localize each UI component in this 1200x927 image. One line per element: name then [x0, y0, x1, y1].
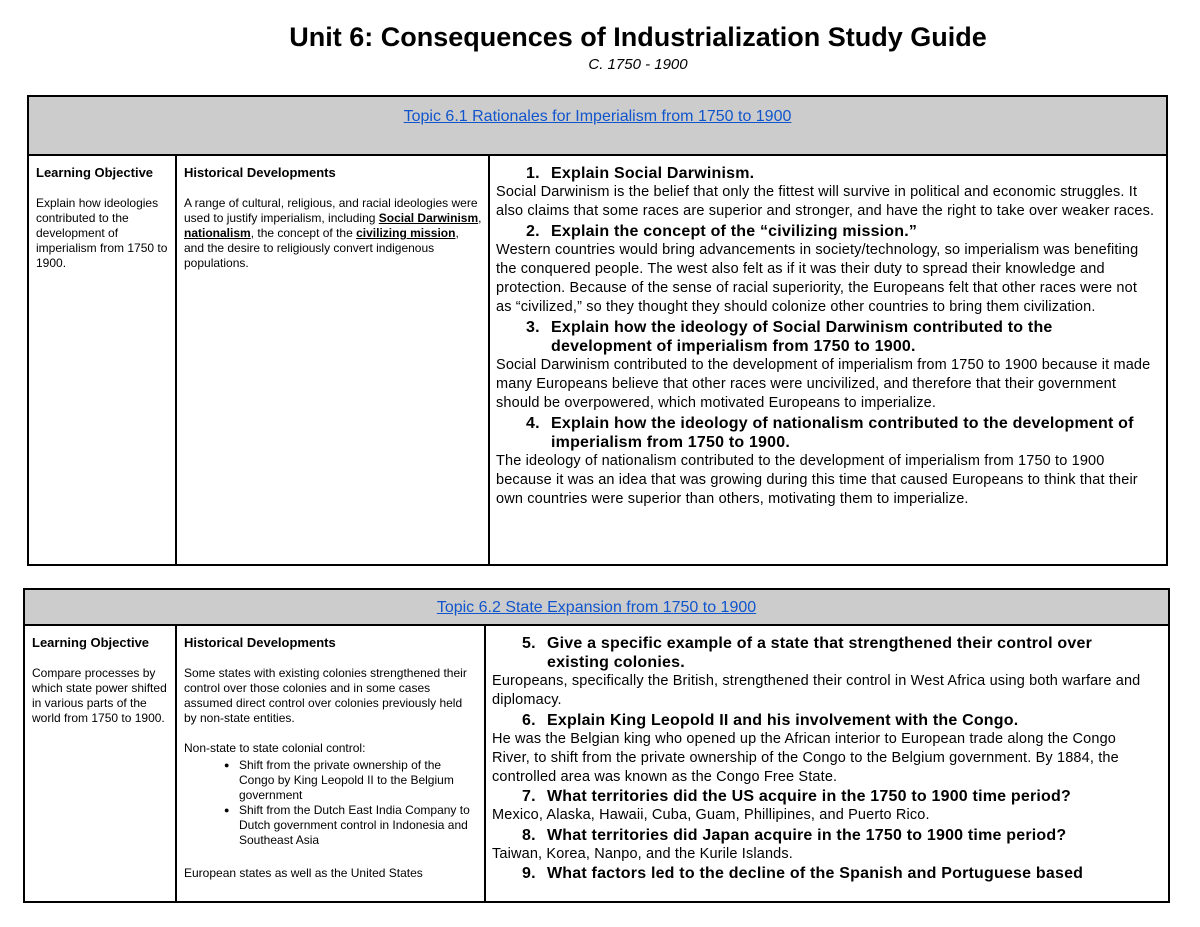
learning-objective-label: Learning Objective [32, 635, 150, 650]
colonial-control-heading: Non-state to state colonial control: [184, 741, 366, 755]
answer: Europeans, specifically the British, strengthened their control in West Africa using both warfare and diplomacy. [492, 673, 1141, 709]
learning-objective-column [25, 626, 177, 901]
colonial-control-list [184, 758, 478, 848]
answer: Western countries would bring advancements in society/technology, so imperialism was benefiting the conquered people. The west also felt as if it was their duty to spread their knowledge and protection. Because of the sense of racial superiority, the Europeans felt that other races were not as “civilized,” so they thought they should colonize other countries to bring them civilization. [496, 241, 1139, 316]
topic-6-1-link[interactable]: Topic 6.1 Rationales for Imperialism from 1750 to 1900 [403, 108, 792, 125]
document-title: Unit 6: Consequences of Industrialization Study Guide [289, 22, 987, 52]
answer: Social Darwinism contributed to the development of imperialism from 1750 to 1900 because it made many Europeans believe that other races were uncivilized, and therefore that their government should be overpowered, which motivated Europeans to imperialize. [496, 356, 1151, 412]
historical-developments-label: Historical Developments [184, 165, 336, 180]
question: 5. Give a specific example of a state that strengthened their control over existing colonies. [522, 635, 1093, 671]
question: 9. What factors led to the decline of the Spanish and Portuguese based [522, 865, 1084, 883]
answer: Mexico, Alaska, Hawaii, Cuba, Guam, Phillipines, and Puerto Rico. [492, 807, 930, 824]
term-social-darwinism: Social Darwinism [378, 211, 479, 225]
learning-objective-text: Explain how ideologies contributed to the development of imperialism from 1750 to 1900. [36, 196, 168, 270]
learning-objective-column [29, 156, 177, 564]
question: 3. Explain how the ideology of Social Darwinism contributed to the development of imperialism from 1750 to 1900. [526, 318, 1053, 355]
term-nationalism: nationalism [184, 226, 251, 240]
document-subtitle: C. 1750 - 1900 [588, 56, 688, 73]
answer: Social Darwinism is the belief that only the fittest will survive in political and economic struggles. It also claims that some races are superior and stronger, and have the right to take over weaker races. [496, 184, 1155, 220]
topic-6-1-header [29, 97, 1166, 156]
answer: He was the Belgian king who opened up the African interior to European trade along the Congo River, to shift from the private ownership of the Congo to the Belgium government. By 1884, the controlled area was known as the Congo Free State. [492, 730, 1119, 786]
list-item: ● Shift from the Dutch East India Company to Dutch government control in Indonesia and Southeast Asia [184, 803, 478, 848]
historical-developments-note: European states as well as the United States [184, 866, 423, 880]
historical-developments-text: A range of cultural, religious, and racial ideologies were used to justify imperialism, including Social Darwinism, nationalism, the concept of the civilizing mission, and the desire to religiously convert indigenous populations. [184, 196, 482, 270]
historical-developments-column [177, 156, 490, 564]
question: 8. What territories did Japan acquire in the 1750 to 1900 time period? [522, 826, 1067, 844]
question: 4. Explain how the ideology of nationalism contributed to the development of imperialism from 1750 to 1900. [526, 414, 1134, 451]
question: 6. Explain King Leopold II and his involvement with the Congo. [522, 711, 1019, 729]
learning-objective-text: Compare processes by which state power shifted in various parts of the world from 1750 to 1900. [32, 666, 167, 725]
historical-developments-column [177, 626, 486, 901]
topic-6-2-table [23, 588, 1170, 903]
historical-developments-text: Some states with existing colonies strengthened their control over those colonies and in some cases assumed direct control over colonies previously held by non-state entities. [184, 666, 467, 725]
term-civilizing-mission: civilizing mission [356, 226, 456, 240]
answer: The ideology of nationalism contributed to the development of imperialism from 1750 to 1900 because it was an idea that was growing during this time that caused Europeans to think that their own countries were superior than others, motivating them to imperialize. [496, 452, 1138, 508]
questions-column [486, 626, 1168, 901]
learning-objective-label: Learning Objective [36, 165, 154, 180]
list-item: ● Shift from the private ownership of the Congo by King Leopold II to the Belgium government [184, 758, 478, 803]
question: 7. What territories did the US acquire in the 1750 to 1900 time period? [522, 788, 1071, 806]
topic-6-2-link[interactable]: Topic 6.2 State Expansion from 1750 to 1900 [436, 599, 757, 616]
historical-developments-label: Historical Developments [184, 635, 336, 650]
answer: Taiwan, Korea, Nanpo, and the Kurile Islands. [492, 845, 793, 862]
question: 1. Explain Social Darwinism. [526, 165, 755, 182]
question: 2. Explain the concept of the “civilizing mission.” [526, 222, 918, 240]
questions-column [490, 156, 1166, 564]
topic-6-1-table [27, 95, 1168, 566]
topic-6-2-header [25, 590, 1168, 626]
